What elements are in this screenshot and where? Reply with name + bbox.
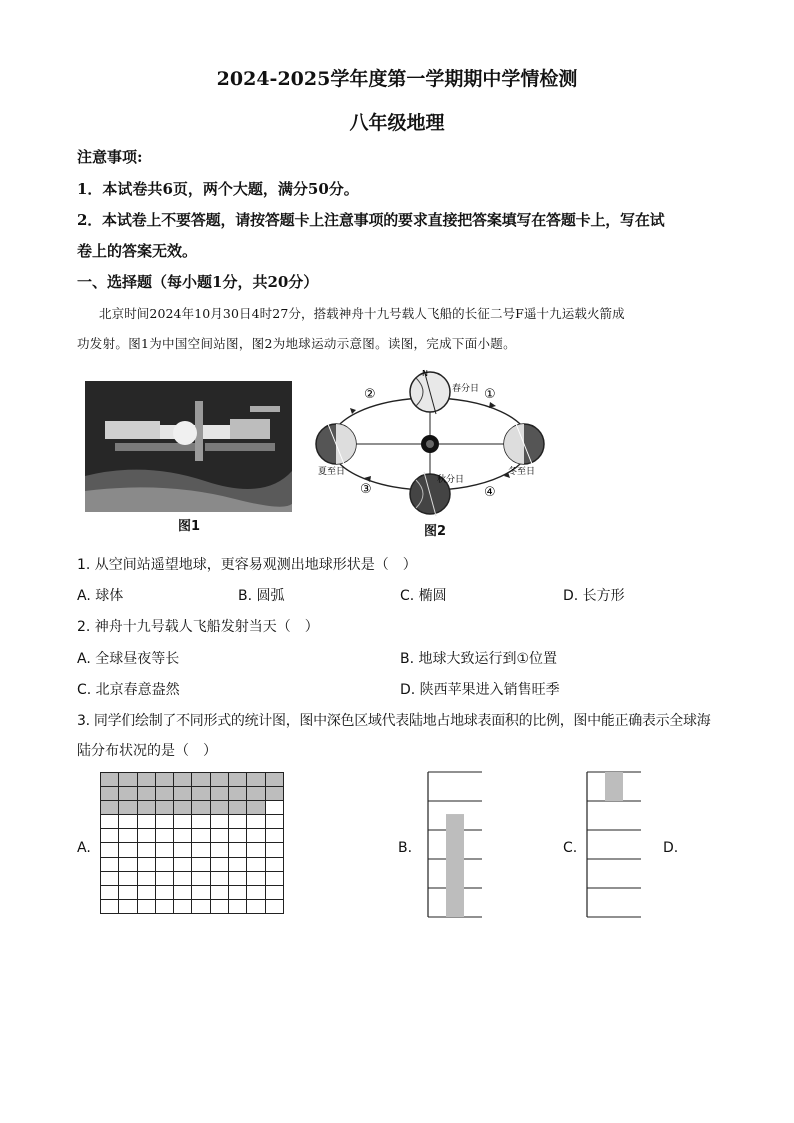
grid-cell (265, 801, 283, 815)
q2-option-d: D. 陕西苹果进入销售旺季 (400, 682, 560, 698)
grid-cell (229, 787, 247, 801)
grid-cell (155, 815, 173, 829)
orbit-pos-2: ② (364, 387, 376, 402)
grid-cell (137, 885, 155, 899)
grid-cell (174, 815, 192, 829)
bar-fill (605, 772, 623, 801)
label-spring-equinox: 春分日 (452, 384, 480, 394)
bar-fill (446, 814, 464, 917)
q2-option-c: C. 北京春意盎然 (77, 682, 180, 698)
grid-cell (265, 773, 283, 787)
grid-cell (229, 815, 247, 829)
grid-cell (247, 843, 265, 857)
grid-cell (137, 843, 155, 857)
grid-cell (247, 871, 265, 885)
grid-cell (265, 829, 283, 843)
figure-1-label: 图1 (178, 519, 201, 534)
q3-chart-b-bar (425, 771, 485, 921)
grid-cell (174, 787, 192, 801)
grid-cell (229, 871, 247, 885)
q2-option-a: A. 全球昼夜等长 (77, 651, 180, 667)
section-heading: 一、选择题（每小题1分，共20分） (77, 273, 319, 291)
grid-cell (210, 787, 228, 801)
grid-cell (101, 829, 119, 843)
grid-cell (265, 815, 283, 829)
grid-cell (210, 899, 228, 913)
grid-cell (247, 801, 265, 815)
grid-cell (229, 857, 247, 871)
q3-stem-line1: 3. 同学们绘制了不同形式的统计图，图中深色区域代表陆地占地球表面积的比例，图中能正确表示全球海 (77, 713, 711, 729)
earth-orbit-diagram (312, 368, 552, 518)
q3-stem-line2: 陆分布状况的是（ ） (77, 743, 217, 759)
notice-heading: 注意事项: (77, 148, 143, 166)
grid-cell (192, 815, 210, 829)
grid-cell (119, 815, 137, 829)
grid-cell (174, 899, 192, 913)
grid-cell (210, 871, 228, 885)
grid-cell (192, 801, 210, 815)
grid-cell (119, 885, 137, 899)
grid-cell (137, 773, 155, 787)
q1-option-d: D. 长方形 (563, 588, 625, 604)
grid-cell (210, 843, 228, 857)
grid-cell (247, 815, 265, 829)
grid-cell (101, 787, 119, 801)
label-autumn-equinox: 秋分日 (437, 475, 465, 485)
grid-cell (101, 773, 119, 787)
grid-cell (210, 801, 228, 815)
q3-chart-c-bar (584, 771, 644, 921)
grid-cell (155, 773, 173, 787)
grid-cell (174, 871, 192, 885)
grid-cell (155, 801, 173, 815)
grid-cell (265, 899, 283, 913)
orbit-pos-1: ① (484, 387, 496, 402)
grid-cell (119, 801, 137, 815)
grid-cell (119, 787, 137, 801)
orbit-pos-4: ④ (484, 485, 496, 500)
grid-cell (229, 899, 247, 913)
earth-right (504, 424, 544, 464)
q2-stem: 2. 神舟十九号载人飞船发射当天（ ） (77, 619, 319, 635)
grid-cell (247, 787, 265, 801)
grid-cell (192, 843, 210, 857)
grid-cell (101, 871, 119, 885)
grid-cell (101, 857, 119, 871)
grid-cell (210, 773, 228, 787)
grid-cell (210, 829, 228, 843)
grid-cell (247, 773, 265, 787)
grid-cell (174, 843, 192, 857)
q1-option-a: A. 球体 (77, 588, 124, 604)
notice-item-2-line1: 2．本试卷上不要答题，请按答题卡上注意事项的要求直接把答案填写在答题卡上，写在试 (77, 211, 665, 229)
q3-option-a: A. (77, 840, 91, 856)
grid-cell (119, 857, 137, 871)
grid-cell (192, 773, 210, 787)
label-winter-solstice: 冬至日 (508, 467, 536, 477)
grid-cell (229, 885, 247, 899)
grid-cell (174, 801, 192, 815)
intro-line-1: 北京时间2024年10月30日4时27分，搭载神舟十九号载人飞船的长征二号F遥十九运载火箭成 (99, 306, 625, 321)
grid-cell (247, 829, 265, 843)
notice-item-2-line2: 卷上的答案无效。 (77, 242, 198, 260)
grid-cell (155, 885, 173, 899)
intro-line-2: 功发射。图1为中国空间站图，图2为地球运动示意图。读图，完成下面小题。 (77, 336, 516, 351)
grid-cell (247, 899, 265, 913)
notice-item-1: 1．本试卷共6页，两个大题，满分50分。 (77, 180, 359, 198)
grid-cell (210, 857, 228, 871)
grid-cell (247, 857, 265, 871)
grid-cell (174, 829, 192, 843)
pole-mark: N (422, 369, 428, 378)
grid-cell (119, 773, 137, 787)
grid-cell (192, 857, 210, 871)
grid-cell (101, 801, 119, 815)
figure-2-label: 图2 (424, 524, 447, 539)
grid-cell (229, 843, 247, 857)
earth-top (410, 370, 450, 414)
grid-cell (247, 885, 265, 899)
orbit-pos-3: ③ (360, 482, 372, 497)
grid-cell (137, 857, 155, 871)
grid-cell (210, 815, 228, 829)
grid-cell (174, 773, 192, 787)
grid-cell (119, 899, 137, 913)
grid-cell (137, 815, 155, 829)
grid-cell (101, 843, 119, 857)
grid-cell (155, 899, 173, 913)
grid-cell (265, 885, 283, 899)
grid-cell (137, 829, 155, 843)
grid-cell (155, 843, 173, 857)
grid-cell (265, 857, 283, 871)
grid-cell (119, 843, 137, 857)
q3-option-b: B. (398, 840, 413, 856)
grid-cell (192, 829, 210, 843)
grid-cell (137, 787, 155, 801)
grid-cell (119, 871, 137, 885)
grid-cell (137, 871, 155, 885)
label-summer-solstice: 夏至日 (318, 467, 346, 477)
grid-cell (137, 899, 155, 913)
grid-cell (210, 885, 228, 899)
grid-cell (192, 899, 210, 913)
q1-option-b: B. 圆弧 (238, 588, 285, 604)
q1-option-c: C. 椭圆 (400, 588, 447, 604)
grid-cell (229, 829, 247, 843)
q3-option-d: D. (663, 840, 679, 856)
q1-stem: 1. 从空间站遥望地球，更容易观测出地球形状是（ ） (77, 557, 417, 573)
grid-cell (174, 857, 192, 871)
grid-cell (155, 829, 173, 843)
grid-cell (155, 871, 173, 885)
grid-cell (155, 787, 173, 801)
grid-cell (229, 801, 247, 815)
grid-cell (119, 829, 137, 843)
grid-cell (229, 773, 247, 787)
grid-cell (265, 871, 283, 885)
exam-subtitle: 八年级地理 (349, 112, 445, 134)
q3-chart-a-grid (100, 772, 284, 914)
grid-cell (155, 857, 173, 871)
grid-cell (101, 815, 119, 829)
q3-option-c: C. (563, 840, 578, 856)
q2-option-b: B. 地球大致运行到①位置 (400, 651, 558, 667)
grid-cell (192, 787, 210, 801)
grid-cell (265, 843, 283, 857)
grid-cell (174, 885, 192, 899)
exam-title: 2024-2025学年度第一学期期中学情检测 (216, 68, 578, 90)
grid-cell (265, 787, 283, 801)
grid-cell (101, 885, 119, 899)
grid-cell (101, 899, 119, 913)
grid-cell (192, 871, 210, 885)
grid-cell (192, 885, 210, 899)
space-station-photo (85, 381, 292, 512)
earth-left (316, 424, 356, 464)
grid-cell (137, 801, 155, 815)
